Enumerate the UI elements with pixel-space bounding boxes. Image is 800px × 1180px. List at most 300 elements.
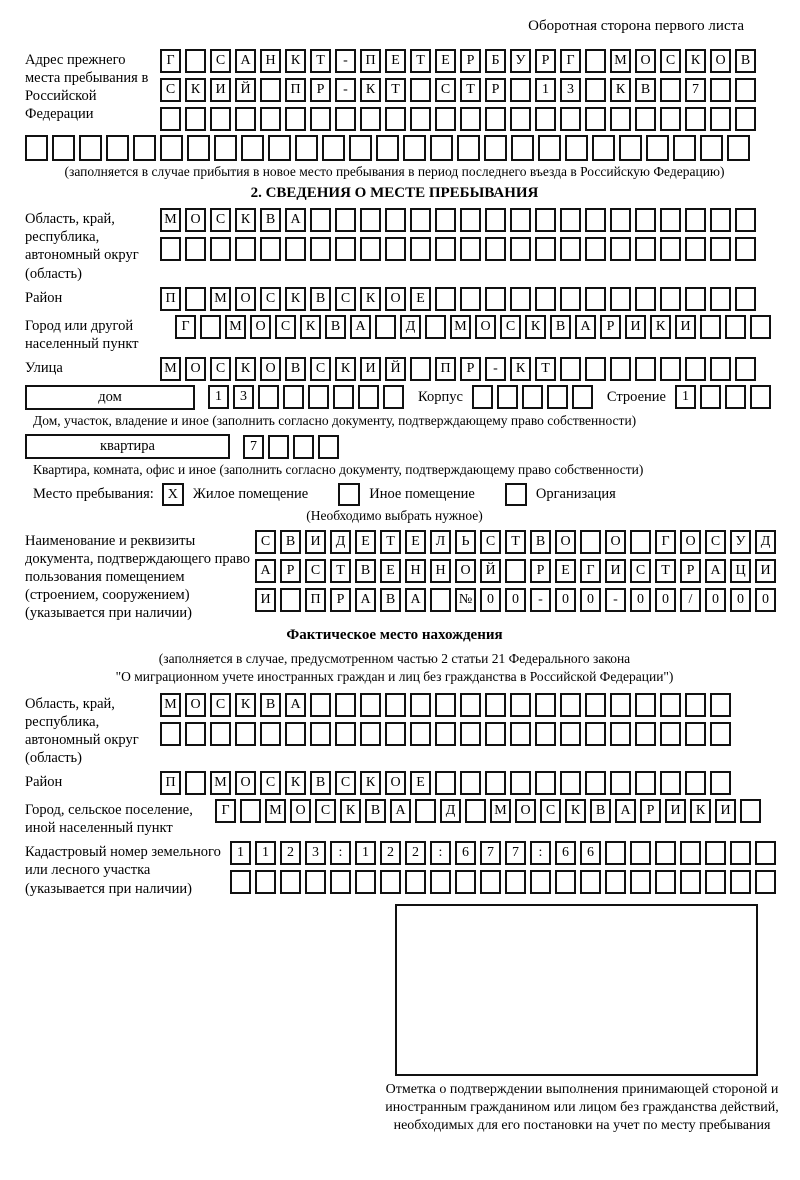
char-box[interactable] [435,722,456,746]
char-box[interactable] [630,530,651,554]
char-box[interactable]: А [355,588,376,612]
char-box[interactable] [585,78,606,102]
char-box[interactable]: М [265,799,286,823]
char-box[interactable] [133,135,156,161]
char-box[interactable] [580,870,601,894]
char-box[interactable]: Р [485,78,506,102]
char-box[interactable]: 0 [630,588,651,612]
char-box[interactable]: Г [560,49,581,73]
char-box[interactable] [360,107,381,131]
char-box[interactable] [260,107,281,131]
char-box[interactable]: 7 [480,841,501,865]
char-box[interactable] [685,208,706,232]
char-box[interactable]: К [235,208,256,232]
char-box[interactable] [260,237,281,261]
char-box[interactable] [572,385,593,409]
char-box[interactable] [605,841,626,865]
char-box[interactable]: А [235,49,256,73]
char-box[interactable]: В [530,530,551,554]
char-box[interactable] [535,107,556,131]
char-box[interactable]: О [250,315,271,339]
char-box[interactable] [510,693,531,717]
char-box[interactable] [635,287,656,311]
char-box[interactable]: 7 [243,435,264,459]
char-box[interactable] [585,49,606,73]
char-box[interactable] [710,287,731,311]
char-box[interactable] [435,771,456,795]
char-box[interactable]: В [365,799,386,823]
char-box[interactable]: Л [430,530,451,554]
char-box[interactable] [460,208,481,232]
char-box[interactable] [480,870,501,894]
char-box[interactable] [435,107,456,131]
char-box[interactable] [560,722,581,746]
char-box[interactable]: В [355,559,376,583]
char-box[interactable]: П [160,287,181,311]
char-box[interactable]: 0 [705,588,726,612]
char-box[interactable] [485,287,506,311]
char-box[interactable] [25,135,48,161]
char-box[interactable]: Е [380,559,401,583]
char-box[interactable]: С [335,287,356,311]
char-box[interactable] [210,107,231,131]
char-box[interactable] [585,208,606,232]
char-box[interactable]: Й [385,357,406,381]
char-box[interactable]: К [525,315,546,339]
char-box[interactable] [214,135,237,161]
char-box[interactable] [710,78,731,102]
char-box[interactable] [435,287,456,311]
char-box[interactable] [705,870,726,894]
char-box[interactable] [585,287,606,311]
char-box[interactable] [79,135,102,161]
char-box[interactable]: В [260,693,281,717]
char-box[interactable] [660,237,681,261]
char-box[interactable] [750,315,771,339]
char-box[interactable] [210,237,231,261]
char-box[interactable]: И [360,357,381,381]
char-box[interactable] [235,237,256,261]
char-box[interactable] [660,287,681,311]
char-box[interactable] [560,693,581,717]
char-box[interactable]: А [285,208,306,232]
char-box[interactable]: Г [215,799,236,823]
char-box[interactable] [510,237,531,261]
char-box[interactable]: 0 [555,588,576,612]
char-box[interactable] [635,357,656,381]
char-box[interactable] [455,870,476,894]
char-box[interactable] [322,135,345,161]
char-box[interactable]: В [550,315,571,339]
char-box[interactable]: О [555,530,576,554]
char-box[interactable]: Т [385,78,406,102]
char-box[interactable]: Р [535,49,556,73]
char-box[interactable] [335,107,356,131]
char-box[interactable]: К [340,799,361,823]
char-box[interactable] [535,693,556,717]
char-box[interactable]: К [360,78,381,102]
char-box[interactable]: Р [280,559,301,583]
char-box[interactable]: М [210,771,231,795]
char-box[interactable]: В [280,530,301,554]
char-box[interactable] [511,135,534,161]
char-box[interactable] [655,870,676,894]
char-box[interactable]: А [405,588,426,612]
char-box[interactable] [535,771,556,795]
char-box[interactable] [241,135,264,161]
char-box[interactable] [185,107,206,131]
char-box[interactable] [740,799,761,823]
char-box[interactable]: О [185,357,206,381]
char-box[interactable] [349,135,372,161]
char-box[interactable] [660,357,681,381]
char-box[interactable] [435,237,456,261]
char-box[interactable]: С [705,530,726,554]
char-box[interactable]: Е [410,771,431,795]
char-box[interactable] [592,135,615,161]
char-box[interactable] [560,357,581,381]
char-box[interactable]: Г [160,49,181,73]
char-box[interactable]: Й [235,78,256,102]
char-box[interactable]: В [260,208,281,232]
char-box[interactable] [510,722,531,746]
char-box[interactable]: Т [310,49,331,73]
char-box[interactable] [750,385,771,409]
char-box[interactable]: Е [555,559,576,583]
char-box[interactable]: М [210,287,231,311]
char-box[interactable] [660,78,681,102]
char-box[interactable] [535,237,556,261]
char-box[interactable]: В [325,315,346,339]
char-box[interactable] [405,870,426,894]
char-box[interactable]: С [540,799,561,823]
char-box[interactable]: О [515,799,536,823]
char-box[interactable]: Г [580,559,601,583]
char-box[interactable] [635,237,656,261]
char-box[interactable]: М [160,357,181,381]
char-box[interactable] [240,799,261,823]
char-box[interactable]: И [755,559,776,583]
char-box[interactable]: Е [405,530,426,554]
char-box[interactable] [510,771,531,795]
char-box[interactable] [710,722,731,746]
char-box[interactable] [685,771,706,795]
char-box[interactable] [710,357,731,381]
char-box[interactable] [685,107,706,131]
char-box[interactable]: 2 [405,841,426,865]
char-box[interactable] [560,771,581,795]
char-box[interactable] [735,107,756,131]
char-box[interactable]: С [660,49,681,73]
char-box[interactable]: Ь [455,530,476,554]
char-box[interactable]: С [210,357,231,381]
char-box[interactable]: Е [410,287,431,311]
char-box[interactable]: М [225,315,246,339]
char-box[interactable] [585,357,606,381]
char-box[interactable]: - [335,49,356,73]
char-box[interactable]: К [650,315,671,339]
char-box[interactable] [285,107,306,131]
char-box[interactable]: К [360,771,381,795]
char-box[interactable]: С [310,357,331,381]
char-box[interactable]: Й [480,559,501,583]
char-box[interactable]: С [210,49,231,73]
char-box[interactable] [685,357,706,381]
char-box[interactable] [635,693,656,717]
char-box[interactable] [505,870,526,894]
char-box[interactable] [285,237,306,261]
char-box[interactable] [710,693,731,717]
char-box[interactable]: Р [310,78,331,102]
char-box[interactable] [685,287,706,311]
char-box[interactable] [727,135,750,161]
char-box[interactable]: К [360,287,381,311]
char-box[interactable] [484,135,507,161]
char-box[interactable]: А [255,559,276,583]
char-box[interactable] [510,287,531,311]
char-box[interactable] [755,870,776,894]
char-box[interactable]: В [310,287,331,311]
char-box[interactable]: К [510,357,531,381]
char-box[interactable] [610,208,631,232]
char-box[interactable] [510,78,531,102]
char-box[interactable] [660,722,681,746]
char-box[interactable] [510,208,531,232]
char-box[interactable] [619,135,642,161]
char-box[interactable] [505,559,526,583]
char-box[interactable] [560,208,581,232]
char-box[interactable] [535,208,556,232]
char-box[interactable]: К [335,357,356,381]
char-box[interactable] [610,693,631,717]
char-box[interactable] [268,135,291,161]
char-box[interactable] [538,135,561,161]
char-box[interactable] [673,135,696,161]
char-box[interactable] [430,870,451,894]
char-box[interactable]: Р [680,559,701,583]
char-box[interactable] [700,315,721,339]
char-box[interactable] [725,315,746,339]
char-box[interactable] [305,870,326,894]
char-box[interactable]: С [315,799,336,823]
char-box[interactable] [376,135,399,161]
char-box[interactable]: Е [435,49,456,73]
char-box[interactable] [280,870,301,894]
char-box[interactable]: П [435,357,456,381]
char-box[interactable]: А [705,559,726,583]
char-box[interactable] [410,78,431,102]
char-box[interactable] [460,237,481,261]
char-box[interactable] [460,722,481,746]
char-box[interactable]: В [590,799,611,823]
char-box[interactable] [52,135,75,161]
char-box[interactable]: 7 [685,78,706,102]
char-box[interactable]: У [730,530,751,554]
char-box[interactable]: О [385,771,406,795]
char-box[interactable]: М [610,49,631,73]
char-box[interactable] [610,287,631,311]
char-box[interactable]: А [285,693,306,717]
char-box[interactable] [335,237,356,261]
char-box[interactable] [295,135,318,161]
char-box[interactable] [485,722,506,746]
char-box[interactable]: - [530,588,551,612]
char-box[interactable] [410,357,431,381]
char-box[interactable] [700,135,723,161]
char-box[interactable] [535,287,556,311]
char-box[interactable] [106,135,129,161]
char-box[interactable]: 3 [560,78,581,102]
char-box[interactable] [185,722,206,746]
char-box[interactable] [310,693,331,717]
char-box[interactable] [280,588,301,612]
char-box[interactable] [410,722,431,746]
char-box[interactable] [435,693,456,717]
char-box[interactable] [660,107,681,131]
char-box[interactable]: Т [380,530,401,554]
char-box[interactable]: С [260,771,281,795]
stay-type-checkbox-other[interactable] [338,483,360,506]
char-box[interactable] [358,385,379,409]
char-box[interactable] [547,385,568,409]
char-box[interactable]: В [310,771,331,795]
char-box[interactable]: 6 [455,841,476,865]
char-box[interactable] [460,107,481,131]
char-box[interactable]: И [675,315,696,339]
char-box[interactable]: Г [655,530,676,554]
char-box[interactable]: С [210,208,231,232]
char-box[interactable] [497,385,518,409]
char-box[interactable]: О [385,287,406,311]
char-box[interactable] [318,435,339,459]
char-box[interactable] [335,208,356,232]
char-box[interactable]: У [510,49,531,73]
char-box[interactable]: Р [460,49,481,73]
char-box[interactable] [610,107,631,131]
char-box[interactable]: О [475,315,496,339]
char-box[interactable] [460,771,481,795]
char-box[interactable] [630,841,651,865]
char-box[interactable] [460,287,481,311]
char-box[interactable] [410,693,431,717]
char-box[interactable] [700,385,721,409]
char-box[interactable]: 6 [555,841,576,865]
char-box[interactable]: М [450,315,471,339]
char-box[interactable] [333,385,354,409]
char-box[interactable]: С [255,530,276,554]
char-box[interactable]: Р [640,799,661,823]
char-box[interactable] [522,385,543,409]
char-box[interactable] [485,693,506,717]
char-box[interactable]: / [680,588,701,612]
char-box[interactable] [630,870,651,894]
char-box[interactable]: С [335,771,356,795]
char-box[interactable]: К [690,799,711,823]
char-box[interactable] [485,771,506,795]
char-box[interactable]: И [305,530,326,554]
char-box[interactable] [310,107,331,131]
char-box[interactable]: Т [655,559,676,583]
char-box[interactable] [685,693,706,717]
char-box[interactable] [680,841,701,865]
char-box[interactable]: М [160,693,181,717]
char-box[interactable]: 0 [755,588,776,612]
char-box[interactable] [725,385,746,409]
char-box[interactable]: О [710,49,731,73]
char-box[interactable] [160,722,181,746]
char-box[interactable]: Т [460,78,481,102]
char-box[interactable]: Н [430,559,451,583]
char-box[interactable] [185,771,206,795]
char-box[interactable]: О [290,799,311,823]
char-box[interactable]: Р [530,559,551,583]
char-box[interactable] [485,237,506,261]
char-box[interactable] [730,841,751,865]
char-box[interactable] [710,208,731,232]
char-box[interactable]: С [630,559,651,583]
char-box[interactable] [283,385,304,409]
stay-type-checkbox-residential[interactable]: X [162,483,184,506]
char-box[interactable] [660,771,681,795]
char-box[interactable]: К [235,357,256,381]
char-box[interactable] [185,237,206,261]
char-box[interactable] [410,237,431,261]
char-box[interactable] [755,841,776,865]
char-box[interactable]: П [305,588,326,612]
char-box[interactable]: : [530,841,551,865]
char-box[interactable]: С [260,287,281,311]
char-box[interactable]: : [430,841,451,865]
char-box[interactable]: К [685,49,706,73]
char-box[interactable] [235,722,256,746]
char-box[interactable] [360,237,381,261]
char-box[interactable] [685,722,706,746]
char-box[interactable]: М [160,208,181,232]
char-box[interactable]: 3 [233,385,254,409]
char-box[interactable] [610,357,631,381]
char-box[interactable]: О [260,357,281,381]
char-box[interactable] [258,385,279,409]
char-box[interactable] [200,315,221,339]
char-box[interactable]: Т [330,559,351,583]
char-box[interactable]: П [360,49,381,73]
char-box[interactable]: К [185,78,206,102]
char-box[interactable]: О [680,530,701,554]
char-box[interactable] [585,107,606,131]
stay-type-checkbox-organization[interactable] [505,483,527,506]
char-box[interactable]: Т [410,49,431,73]
char-box[interactable] [385,107,406,131]
char-box[interactable] [560,237,581,261]
char-box[interactable]: Д [755,530,776,554]
char-box[interactable] [565,135,588,161]
char-box[interactable] [260,78,281,102]
char-box[interactable]: И [605,559,626,583]
char-box[interactable] [605,870,626,894]
char-box[interactable] [635,107,656,131]
char-box[interactable] [635,771,656,795]
char-box[interactable] [610,237,631,261]
char-box[interactable]: 1 [230,841,251,865]
char-box[interactable]: Р [460,357,481,381]
char-box[interactable]: О [455,559,476,583]
char-box[interactable] [383,385,404,409]
char-box[interactable] [185,49,206,73]
char-box[interactable]: К [285,49,306,73]
char-box[interactable]: 0 [580,588,601,612]
char-box[interactable]: Н [405,559,426,583]
char-box[interactable]: 2 [380,841,401,865]
